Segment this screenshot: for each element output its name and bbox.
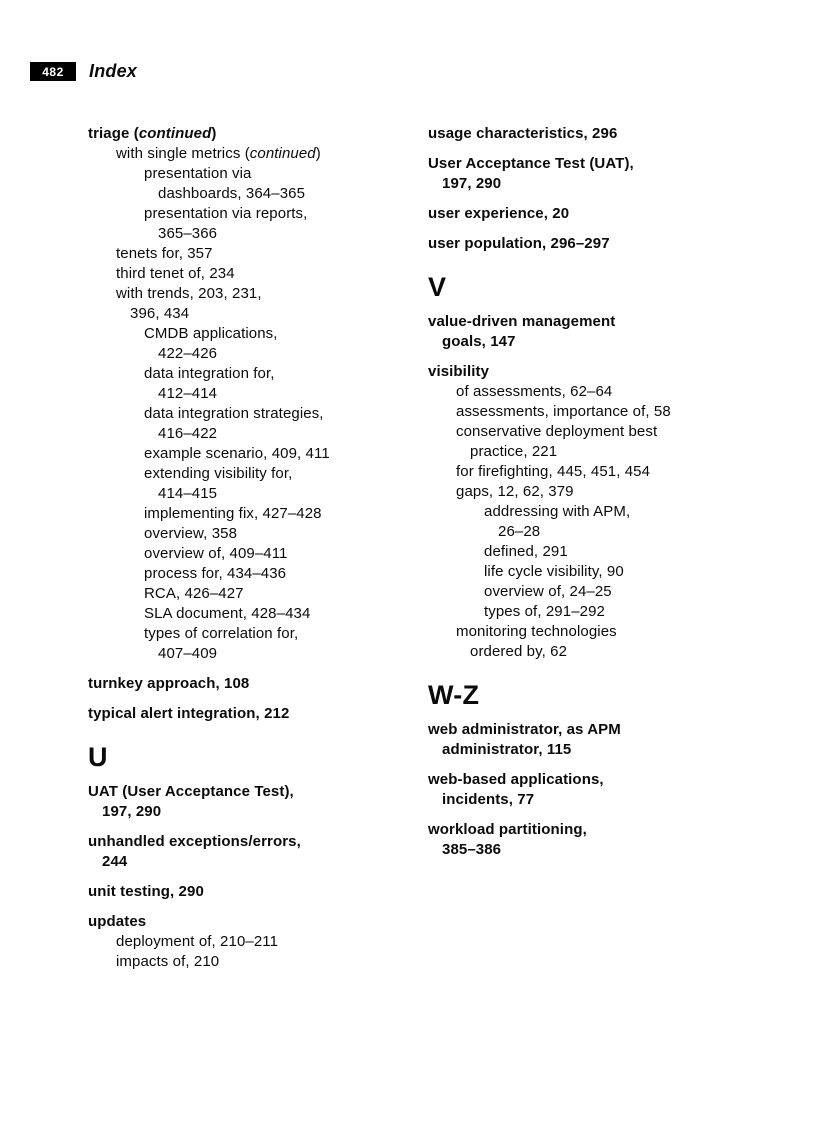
index-entry — [428, 770, 788, 810]
index-text-segment: life cycle visibility, 90 — [484, 563, 624, 580]
index-line — [428, 522, 788, 542]
index-text-segment: ordered by, 62 — [470, 643, 568, 660]
index-text-segment: defined, 291 — [484, 543, 568, 560]
index-line — [88, 124, 428, 144]
index-text-segment: tenets for, 357 — [116, 245, 213, 262]
index-text-segment: monitoring technologies — [456, 623, 617, 640]
index-line — [88, 504, 428, 524]
section-heading-v: V — [428, 272, 447, 302]
index-line — [428, 382, 788, 402]
index-line — [88, 364, 428, 384]
index-text-segment: typical alert integration, 212 — [88, 705, 290, 722]
index-text-segment: presentation via — [144, 165, 252, 182]
index-line — [428, 820, 788, 840]
index-text-segment: ) — [315, 145, 321, 162]
index-text-segment: SLA document, 428–434 — [144, 605, 311, 622]
index-text-segment: overview of, 409–411 — [144, 545, 288, 562]
index-line — [428, 622, 788, 642]
index-text-segment: types of correlation for, — [144, 625, 299, 642]
index-text-segment: 197, 290 — [102, 803, 162, 820]
index-entry — [428, 820, 788, 860]
index-text-segment: impacts of, 210 — [116, 953, 220, 970]
index-line — [428, 312, 788, 332]
index-line — [88, 832, 428, 852]
index-text-segment: 385–386 — [442, 841, 502, 858]
page-number-badge — [30, 62, 76, 81]
index-text-segment: implementing fix, 427–428 — [144, 505, 322, 522]
index-text-segment: turnkey approach, 108 — [88, 675, 250, 692]
index-line — [88, 144, 428, 164]
index-text-segment: 422–426 — [158, 345, 218, 362]
index-line — [88, 164, 428, 184]
index-line — [428, 204, 788, 224]
index-line — [428, 154, 788, 174]
index-line — [88, 524, 428, 544]
index-line — [88, 952, 428, 972]
index-line — [88, 464, 428, 484]
index-line — [88, 324, 428, 344]
index-text-segment: types of, 291–292 — [484, 603, 605, 620]
index-line — [428, 234, 788, 254]
index-line — [428, 332, 788, 352]
index-entry — [88, 912, 428, 972]
index-line — [88, 224, 428, 244]
index-text-segment: example scenario, 409, 411 — [144, 445, 330, 462]
index-entry — [88, 674, 428, 694]
index-text-segment: UAT (User Acceptance Test), — [88, 783, 294, 800]
index-text-segment: 407–409 — [158, 645, 218, 662]
index-text-segment: addressing with APM, — [484, 503, 631, 520]
index-text-segment: of assessments, 62–64 — [456, 383, 613, 400]
index-line — [88, 802, 428, 822]
index-line — [88, 674, 428, 694]
index-text-segment: extending visibility for, — [144, 465, 293, 482]
index-text-segment: triage ( — [88, 125, 139, 142]
page-number: 482 — [42, 64, 64, 79]
section-heading-u: U — [88, 742, 108, 772]
page-title: Index — [89, 61, 138, 81]
index-text-segment: process for, 434–436 — [144, 565, 287, 582]
index-line — [428, 602, 788, 622]
index-entry — [88, 782, 428, 822]
index-text-segment: 416–422 — [158, 425, 218, 442]
index-line — [88, 284, 428, 304]
index-line — [88, 184, 428, 204]
index-text-segment: gaps, 12, 62, 379 — [456, 483, 574, 500]
index-text-segment: dashboards, 364–365 — [158, 185, 306, 202]
index-text-segment: conservative deployment best — [456, 423, 658, 440]
index-text-segment: unit testing, 290 — [88, 883, 204, 900]
index-text-segment: continued — [249, 145, 316, 162]
index-text-segment: 396, 434 — [130, 305, 190, 322]
index-text-segment: presentation via reports, — [144, 205, 308, 222]
index-text-segment: unhandled exceptions/errors, — [88, 833, 301, 850]
index-text-segment: 365–366 — [158, 225, 218, 242]
index-entry — [428, 720, 788, 760]
index-line — [428, 422, 788, 442]
index-text-segment: 412–414 — [158, 385, 218, 402]
index-line — [88, 852, 428, 872]
page-header — [30, 61, 137, 82]
index-text-segment: 414–415 — [158, 485, 218, 502]
index-line — [88, 624, 428, 644]
index-line — [428, 362, 788, 382]
index-line — [428, 462, 788, 482]
index-line — [88, 912, 428, 932]
index-line — [88, 204, 428, 224]
index-line — [428, 402, 788, 422]
index-text-segment: administrator, 115 — [442, 741, 572, 758]
index-text-segment: with trends, 203, 231, — [116, 285, 262, 302]
index-line — [88, 444, 428, 464]
index-text-segment: usage characteristics, 296 — [428, 125, 618, 142]
index-line — [88, 484, 428, 504]
index-text-segment: updates — [88, 913, 147, 930]
index-line — [88, 404, 428, 424]
index-text-segment: User Acceptance Test (UAT), — [428, 155, 634, 172]
index-text-segment: user population, 296–297 — [428, 235, 610, 252]
index-entry — [428, 204, 788, 224]
index-text-segment: overview of, 24–25 — [484, 583, 612, 600]
index-line — [88, 384, 428, 404]
index-line — [88, 244, 428, 264]
index-line — [88, 264, 428, 284]
index-entry — [428, 234, 788, 254]
index-line — [88, 704, 428, 724]
index-line — [428, 642, 788, 662]
index-text-segment: third tenet of, 234 — [116, 265, 235, 282]
index-line — [428, 562, 788, 582]
index-entry — [88, 124, 428, 664]
index-line — [428, 582, 788, 602]
index-entry — [428, 362, 788, 662]
index-entry — [88, 832, 428, 872]
index-text-segment: data integration for, — [144, 365, 275, 382]
section-heading-w-z: W-Z — [428, 680, 480, 710]
index-text-segment: 197, 290 — [442, 175, 502, 192]
index-text-segment: data integration strategies, — [144, 405, 324, 422]
index-line — [428, 174, 788, 194]
index-line — [428, 770, 788, 790]
index-line — [88, 782, 428, 802]
index-column-right — [428, 124, 788, 972]
index-line — [428, 482, 788, 502]
index-text-segment: visibility — [428, 363, 490, 380]
index-line — [88, 644, 428, 664]
index-line — [88, 564, 428, 584]
index-text-segment: CMDB applications, — [144, 325, 278, 342]
index-text-segment: RCA, 426–427 — [144, 585, 244, 602]
index-text-segment: workload partitioning, — [428, 821, 587, 838]
index-line — [428, 840, 788, 860]
index-text-segment: web-based applications, — [428, 771, 604, 788]
index-line — [428, 790, 788, 810]
index-line — [88, 932, 428, 952]
index-line — [88, 304, 428, 324]
index-text-segment: goals, 147 — [442, 333, 516, 350]
index-line — [88, 882, 428, 902]
index-entry — [88, 704, 428, 724]
index-line — [428, 124, 788, 144]
index-text-segment: 244 — [102, 853, 128, 870]
index-line — [88, 424, 428, 444]
index-text-segment: 26–28 — [498, 523, 541, 540]
index-line — [88, 344, 428, 364]
index-line — [428, 542, 788, 562]
index-text-segment: ) — [211, 125, 217, 142]
index-line — [88, 584, 428, 604]
index-entry — [428, 124, 788, 144]
index-text-segment: practice, 221 — [470, 443, 558, 460]
index-text-segment: value-driven management — [428, 313, 616, 330]
index-entry — [88, 882, 428, 902]
index-text-segment: incidents, 77 — [442, 791, 535, 808]
index-text-segment: with single metrics ( — [116, 145, 250, 162]
index-line — [428, 720, 788, 740]
index-line — [428, 502, 788, 522]
index-line — [88, 544, 428, 564]
index-text-segment: for firefighting, 445, 451, 454 — [456, 463, 651, 480]
index-column-left — [88, 124, 428, 972]
index-text-segment: deployment of, 210–211 — [116, 933, 279, 950]
index-text-segment: continued — [138, 125, 212, 142]
index-columns — [88, 124, 788, 972]
index-text-segment: user experience, 20 — [428, 205, 570, 222]
index-line — [428, 740, 788, 760]
index-line — [88, 604, 428, 624]
index-text-segment: assessments, importance of, 58 — [456, 403, 671, 420]
index-line — [428, 442, 788, 462]
index-entry — [428, 154, 788, 194]
index-entry — [428, 312, 788, 352]
index-text-segment: overview, 358 — [144, 525, 238, 542]
index-text-segment: web administrator, as APM — [428, 721, 621, 738]
